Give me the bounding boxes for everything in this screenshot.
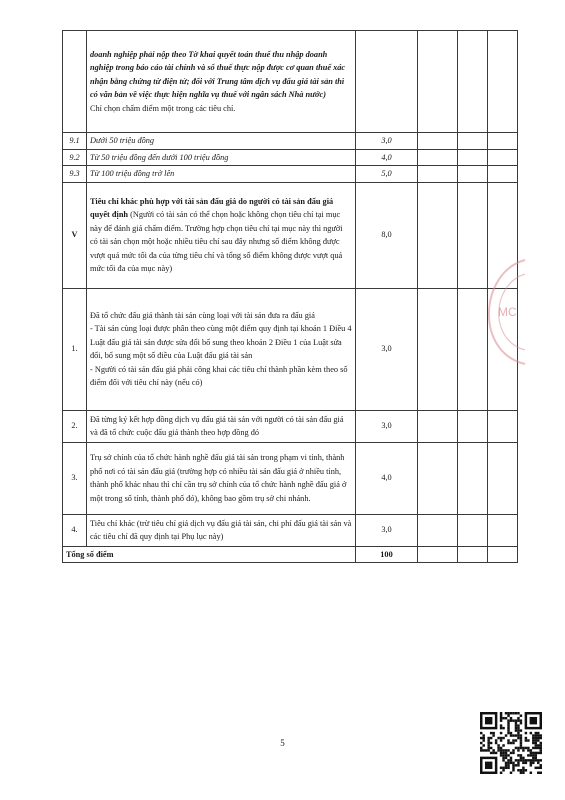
seal-stamp [470,252,530,372]
criterion-text-part: Đã từng ký kết hợp đồng dịch vụ đấu giá tài sản với người có tài sản đấu giá và đã tổ chức cuộc đấu giá thành theo hợp đồng đó [90,414,344,437]
table-row [63,410,518,442]
evaluation-cell [458,410,488,442]
criterion-text [87,442,356,514]
criterion-text [87,133,356,150]
evaluation-cell [488,149,518,166]
max-score: 3,0 [356,133,418,150]
qr-code [480,712,542,774]
criterion-text [87,182,356,288]
table-row [63,288,518,410]
criterion-text-part: Từ 100 triệu đồng trở lên [90,169,175,178]
criteria-table [62,30,518,563]
table-row [63,149,518,166]
criteria-table-body [63,31,518,563]
criterion-text-part: Tiêu chí khác phù hợp với tài sản đấu giá do người có tài sản đấu giá quyết định [90,196,334,219]
evaluation-cell [418,442,458,514]
criterion-text [87,31,356,133]
criterion-text [87,288,356,410]
row-number: 9.2 [63,149,87,166]
evaluation-cell [488,166,518,183]
total-row [63,546,518,563]
criterion-text [87,410,356,442]
evaluation-cell [418,514,458,546]
criterion-text-part: Đã tổ chức đấu giá thành tài sản cùng loại với tài sản đưa ra đấu giá [90,310,315,320]
evaluation-cell [458,166,488,183]
max-score: 3,0 [356,514,418,546]
evaluation-cell [418,31,458,133]
criterion-text-part: - Tài sản cùng loại được phân theo cùng một điểm quy định tại khoản 1 Điều 4 Luật đấu giá tài sản được sửa đổi bổ sung theo khoản 2 Điều 1 của Luật sửa đổi, bổ sung một số điều của Luật đấu giá tài sản [90,324,352,360]
evaluation-cell [488,514,518,546]
max-score: 3,0 [356,288,418,410]
table-row [63,31,518,133]
row-number: 3. [63,442,87,514]
seal-stamp-text: MC [498,305,517,319]
max-score: 4,0 [356,442,418,514]
evaluation-cell [488,31,518,133]
row-number: 9.1 [63,133,87,150]
row-number: V [63,182,87,288]
evaluation-cell [458,546,488,563]
evaluation-cell [418,182,458,288]
criterion-text [87,166,356,183]
table-row [63,514,518,546]
evaluation-cell [418,133,458,150]
row-number: 2. [63,410,87,442]
max-score: 3,0 [356,410,418,442]
evaluation-cell [488,546,518,563]
criterion-text [87,149,356,166]
evaluation-cell [488,410,518,442]
criterion-text-part: Tiêu chí khác (trừ tiêu chí giá dịch vụ đấu giá tài sản, chi phí đấu giá tài sản và các tiêu chí đã quy định tại Phụ lục này) [90,518,352,541]
criterion-text-part: - Người có tài sản đấu giá phải công khai các tiêu chí thành phần kèm theo số điểm đối với tiêu chí này (nếu có) [90,364,348,387]
criterion-text-part: Từ 50 triệu đồng đến dưới 100 triệu đồng [90,152,229,162]
evaluation-cell [458,149,488,166]
criterion-text-part: (Người có tài sản có thể chọn hoặc không chọn tiêu chí tại mục này để đánh giá chấm điểm. Trường hợp chọn tiêu chí tại mục này thì người có tài sản chọn một hoặc nhiều tiêu chí sau đây nhưng số điểm không được vượt quá mức tối đa của từng tiêu chí và tổng số điểm không được vượt quá mức tối đa của mục này) [90,210,343,273]
row-number: 4. [63,514,87,546]
evaluation-cell [488,133,518,150]
criterion-text-part: Chỉ chọn chấm điểm một trong các tiêu chí. [90,103,236,113]
evaluation-cell [418,166,458,183]
total-label: Tổng số điểm [63,546,356,563]
criterion-text [87,514,356,546]
table-row [63,182,518,288]
max-score [356,31,418,133]
evaluation-cell [488,442,518,514]
criterion-text-part: Trụ sở chính của tổ chức hành nghề đấu giá tài sản trong phạm vi tỉnh, thành phố nơi có tài sản đấu giá (trường hợp có nhiều tài sản đấu giá ở nhiều tỉnh, thành phố khác nhau thì chỉ cần trụ sở chính của tổ chức hành nghề đấu giá ở một trong số tỉnh, thành phố đó), không bao gồm trụ sở chi nhánh. [90,453,347,503]
evaluation-cell [418,546,458,563]
table-row [63,442,518,514]
row-number: 1. [63,288,87,410]
evaluation-cell [418,410,458,442]
evaluation-cell [458,442,488,514]
table-row [63,166,518,183]
table-row [63,133,518,150]
evaluation-cell [418,149,458,166]
total-score: 100 [356,546,418,563]
page-number: 5 [280,738,285,748]
criterion-text-part: doanh nghiệp phải nộp theo Tờ khai quyết toán thuế thu nhập doanh nghiệp trong báo cáo tài chính và số thuế thực nộp được cơ quan thuế xác nhận bằng chứng từ điện tử; đối với Trung tâm dịch vụ đấu giá tài sản thì có văn bản về việc thực hiện nghĩa vụ thuế với ngân sách Nhà nước) [90,49,346,100]
max-score: 5,0 [356,166,418,183]
row-number [63,31,87,133]
evaluation-cell [458,133,488,150]
evaluation-cell [458,514,488,546]
max-score: 8,0 [356,182,418,288]
max-score: 4,0 [356,149,418,166]
criterion-text-part: Dưới 50 triệu đồng [90,136,155,145]
evaluation-cell [418,288,458,410]
row-number: 9.3 [63,166,87,183]
evaluation-cell [458,31,488,133]
